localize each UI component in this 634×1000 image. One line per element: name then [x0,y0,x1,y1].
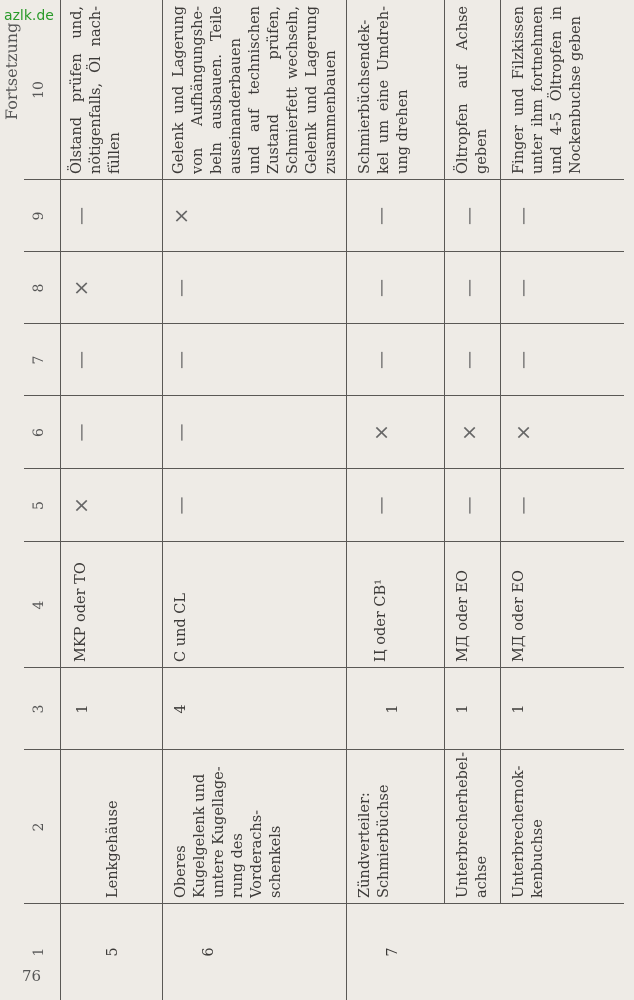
column-header: 2 [31,822,47,832]
lubricant-grade: МД oder ЕО [511,570,527,662]
interval-9: — [71,207,92,225]
interval-9: — [371,207,392,225]
interval-9: — [459,207,480,225]
interval-8: — [459,279,480,297]
interval-7: — [171,351,192,369]
interval-8: — [371,279,392,297]
column-header: 3 [31,704,47,714]
interval-6: × [457,424,481,441]
continuation-label: Fortsetzung [2,22,21,120]
maintenance-instruction: Finger und Filzkissen unter ihm fortnehmen und 4-5 Öltropfen in Nockenbuchse geben [511,6,584,174]
column-header: 7 [31,355,47,365]
row-number: 6 [201,947,217,957]
point-count: 4 [173,704,189,714]
interval-5: — [459,496,480,515]
point-count: 1 [511,704,527,714]
point-count: 1 [455,704,471,714]
interval-6: × [369,424,393,441]
row-number: 5 [105,947,121,957]
column-header: 1 [31,947,47,957]
interval-7: — [459,351,480,369]
maintenance-instruction: Gelenk und Lagerung von Aufhängungshebeln ausbauen. Teile auseinanderbauen und auf technischen Zustand prüfen, Schmierfett wechseln, Gelenk und Lagerung zusammenbauen [171,6,339,174]
row-divider [500,0,501,904]
maintenance-instruction: Ölstand prüfen und, nötigenfalls, Öl nachfüllen [69,6,123,174]
interval-7: — [71,351,92,369]
interval-8: — [171,279,192,297]
header-divider [60,0,61,1000]
row-divider [346,0,347,1000]
interval-6: × [511,424,535,441]
interval-7: — [513,351,534,369]
interval-9: — [513,207,534,225]
column-header: 9 [31,211,47,221]
column-header: 8 [31,283,47,293]
column-header: 6 [31,428,47,437]
lubrication-point: Unterbrecherhebelachse [455,752,490,898]
interval-8: × [69,279,93,297]
lubricant-grade: C und CL [173,593,189,662]
row-divider [162,0,163,1000]
row-number: 7 [385,947,401,957]
lubricant-grade: Ц oder СВ¹ [373,579,389,662]
column-header: 5 [31,501,47,510]
maintenance-instruction: Schmierbüchsendekkel um eine Umdrehung drehen [357,6,411,174]
interval-5: — [513,496,534,515]
interval-9: × [169,207,193,225]
lubricant-grade: МД oder ЕО [455,570,471,662]
interval-5: — [171,496,192,515]
lubrication-point: Lenkgehäuse [105,800,121,898]
column-header: 10 [31,81,47,99]
interval-7: — [371,351,392,369]
column-header: 4 [31,600,47,610]
lubricant-grade: MKP oder TO [73,562,89,662]
watermark: azlk.de [4,8,54,24]
interval-6: — [71,423,92,442]
interval-6: — [171,423,192,442]
row-divider [444,0,445,904]
maintenance-instruction: Öltropfen auf Achse geben [455,6,490,174]
point-count: 1 [75,704,91,714]
lubrication-point: Unterbrechernokkenbuchse [511,765,546,898]
page-number: 76 [22,967,42,985]
lubrication-point: Zündverteiler: Schmierbüchse [357,784,392,898]
interval-8: — [513,279,534,297]
interval-5: — [371,496,392,515]
point-count: 1 [385,704,401,714]
lubrication-point: Oberes Kugelgelenk und untere Kugellagerung des Vorderachsschenkels [173,766,284,898]
interval-5: × [69,497,93,514]
